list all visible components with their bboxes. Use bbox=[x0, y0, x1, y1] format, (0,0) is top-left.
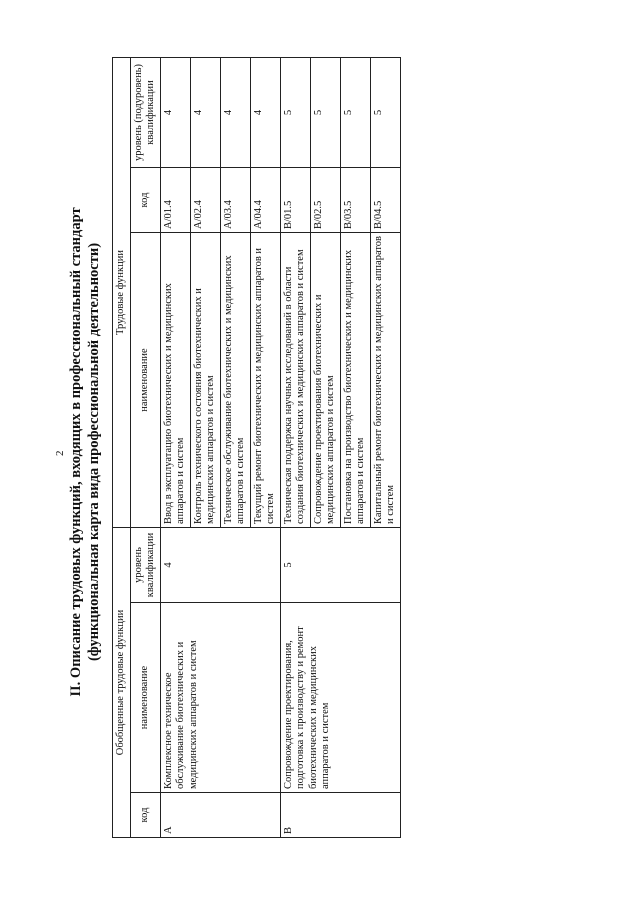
function-level: 5 bbox=[340, 57, 370, 167]
group-level: 4 bbox=[160, 528, 280, 603]
function-level: 4 bbox=[250, 57, 280, 167]
header-function-level: уровень (подуровень) квалификации bbox=[130, 57, 160, 167]
function-code: А/04.4 bbox=[250, 168, 280, 233]
group-level: 5 bbox=[280, 528, 400, 603]
header-function-code: код bbox=[130, 168, 160, 233]
group-name: Сопровождение проектирования, подготовка к производству и ремонт биотехнических и медицинских аппаратов и систем bbox=[280, 603, 400, 793]
table-row bbox=[280, 57, 310, 837]
function-name: Контроль технического состояния биотехнических и медицинских аппаратов и систем bbox=[190, 233, 220, 528]
table-row bbox=[160, 57, 190, 837]
header-labor: Трудовые функции bbox=[113, 57, 131, 527]
function-level: 4 bbox=[190, 57, 220, 167]
group-name: Комплексное техническое обслуживание биотехнических и медицинских аппаратов и систем bbox=[160, 603, 280, 793]
function-level: 5 bbox=[310, 57, 340, 167]
group-code: А bbox=[160, 793, 280, 838]
function-code: В/01.5 bbox=[280, 168, 310, 233]
section-title: II. Описание трудовых функций, входящих в профессиональный стандарт bbox=[68, 207, 84, 697]
function-name: Текущий ремонт биотехнических и медицинских аппаратов и систем bbox=[250, 233, 280, 528]
function-code: А/02.4 bbox=[190, 168, 220, 233]
function-level: 5 bbox=[370, 57, 400, 167]
function-code: А/03.4 bbox=[220, 168, 250, 233]
function-code: А/01.4 bbox=[160, 168, 190, 233]
functional-map-table bbox=[112, 57, 401, 838]
function-name: Капитальный ремонт биотехнических и медицинских аппаратов и систем bbox=[370, 233, 400, 528]
function-level: 5 bbox=[280, 57, 310, 167]
header-name: наименование bbox=[130, 603, 160, 793]
function-name: Техническая поддержка научных исследований в области создания биотехнических и медицинских аппаратов и систем bbox=[280, 233, 310, 528]
function-level: 4 bbox=[160, 57, 190, 167]
function-name: Техническое обслуживание биотехнических и медицинских аппаратов и систем bbox=[220, 233, 250, 528]
function-level: 4 bbox=[220, 57, 250, 167]
function-code: В/02.5 bbox=[310, 168, 340, 233]
table-header-row-2 bbox=[130, 57, 160, 837]
function-name: Постановка на производство биотехнических и медицинских аппаратов и систем bbox=[340, 233, 370, 528]
rotated-content bbox=[50, 22, 610, 882]
header-generalized: Обобщенные трудовые функции bbox=[113, 528, 131, 838]
page-number: 2 bbox=[54, 450, 66, 456]
header-code: код bbox=[130, 793, 160, 838]
function-code: В/03.5 bbox=[340, 168, 370, 233]
function-code: В/04.5 bbox=[370, 168, 400, 233]
function-name: Сопровождение проектирования биотехнических и медицинских аппаратов и систем bbox=[310, 233, 340, 528]
header-level: уровень квалификации bbox=[130, 528, 160, 603]
table-header-row-1 bbox=[113, 57, 131, 837]
group-code: В bbox=[280, 793, 400, 838]
header-function-name: наименование bbox=[130, 233, 160, 528]
section-subtitle: (функциональная карта вида профессиональной деятельности) bbox=[86, 242, 102, 662]
function-name: Ввод в эксплуатацию биотехнических и медицинских аппаратов и систем bbox=[160, 233, 190, 528]
